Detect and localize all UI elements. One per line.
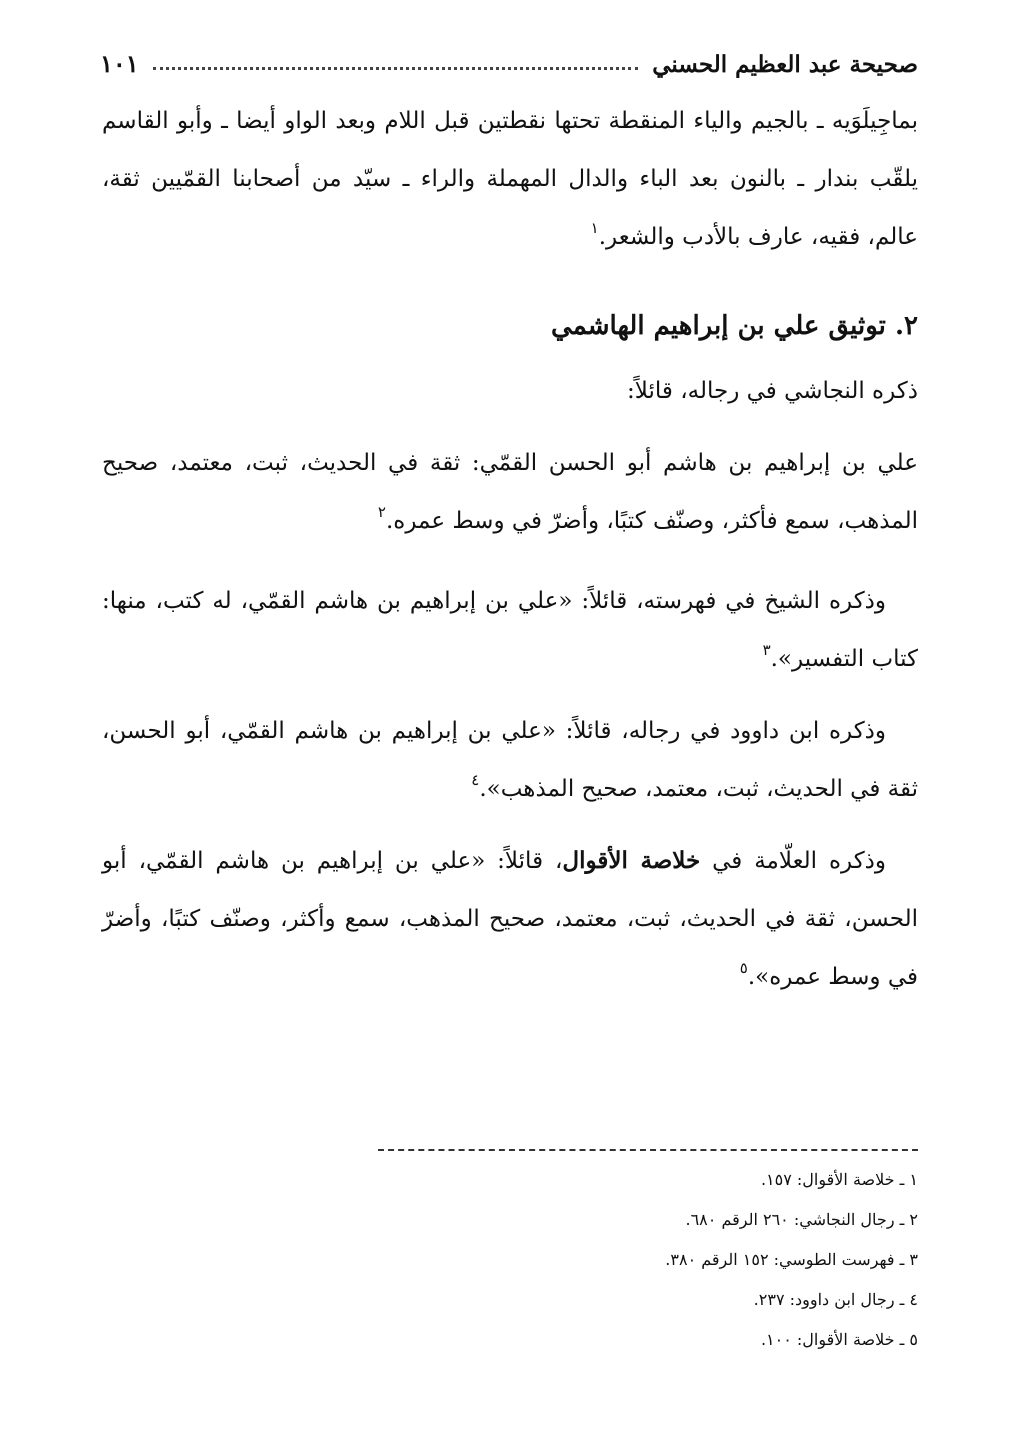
footnote-ref-1: ١ [590,219,599,237]
book-title: خلاصة الأقوال [562,847,701,874]
footnote-4: ٤ ـ رجال ابن داوود: ٢٣٧. [753,1290,918,1309]
najashi-quote [102,434,918,550]
paragraph-text: بماجِيلَوَيه ـ بالجيم والياء المنقطة تحتها نقطتين قبل اللام وبعد الواو أيضا ـ وأبو القاسم يلقّب بندار ـ بالنون بعد الباء والدال المهملة والراء ـ سيّد من أصحابنا القمّيين ثقة، عالم، فقيه، عارف بالأدب والشعر. [102,108,918,250]
footnote-ref-3: ٣ [762,641,771,659]
page-number: ١٠١ [100,49,139,78]
footnote-3: ٣ ـ فهرست الطوسي: ١٥٢ الرقم ٣٨٠. [665,1250,918,1269]
paragraph-text: ، قائلاً: «علي بن إبراهيم بن هاشم القمّي، أبو الحسن، ثقة في الحديث، ثبت، معتمد، صحيح المذهب، سمع وأكثر، وصنّف كتبًا، وأضرّ في وسط عمره». [102,848,918,990]
allama-paragraph [102,832,918,1006]
paragraph-text: وذكره الشيخ في فهرسته، قائلاً: «علي بن إبراهيم بن هاشم القمّي، له كتب، منها: كتاب التفسير». [102,588,918,672]
footnote-ref-2: ٢ [377,503,386,521]
quote-text: علي بن إبراهيم بن هاشم أبو الحسن القمّي: ثقة في الحديث، ثبت، معتمد، صحيح المذهب، سمع فأكثر، وصنّف كتبًا، وأضرّ في وسط عمره. [102,450,918,534]
footnote-1: ١ ـ خلاصة الأقوال: ١٥٧. [760,1170,918,1189]
footnote-2: ٢ ـ رجال النجاشي: ٢٦٠ الرقم ٦٨٠. [685,1210,918,1229]
paragraph-text: وذكره العلّامة في [700,848,886,874]
footnote-ref-4: ٤ [471,771,480,789]
section-heading: ٢. توثيق علي بن إبراهيم الهاشمي [551,311,918,341]
footnote-separator [378,1149,918,1151]
footnote-5: ٥ ـ خلاصة الأقوال: ١٠٠. [760,1330,918,1349]
footnote-ref-5: ٥ [739,959,748,977]
running-title: صحيحة عبد العظيم الحسني [652,51,918,78]
paragraph-text: وذكره ابن داوود في رجاله، قائلاً: «علي بن إبراهيم بن هاشم القمّي، أبو الحسن، ثقة في الحديث، ثبت، معتمد، صحيح المذهب». [102,718,918,802]
page-header [100,28,918,78]
paragraph-continuation [102,92,918,266]
footnotes [218,1160,918,1360]
tusi-paragraph [102,572,918,688]
header-dotted-leader [153,67,639,70]
intro-paragraph: ذكره النجاشي في رجاله، قائلاً: [627,378,918,404]
ibn-dawood-paragraph [102,702,918,818]
page-body [102,92,918,1020]
